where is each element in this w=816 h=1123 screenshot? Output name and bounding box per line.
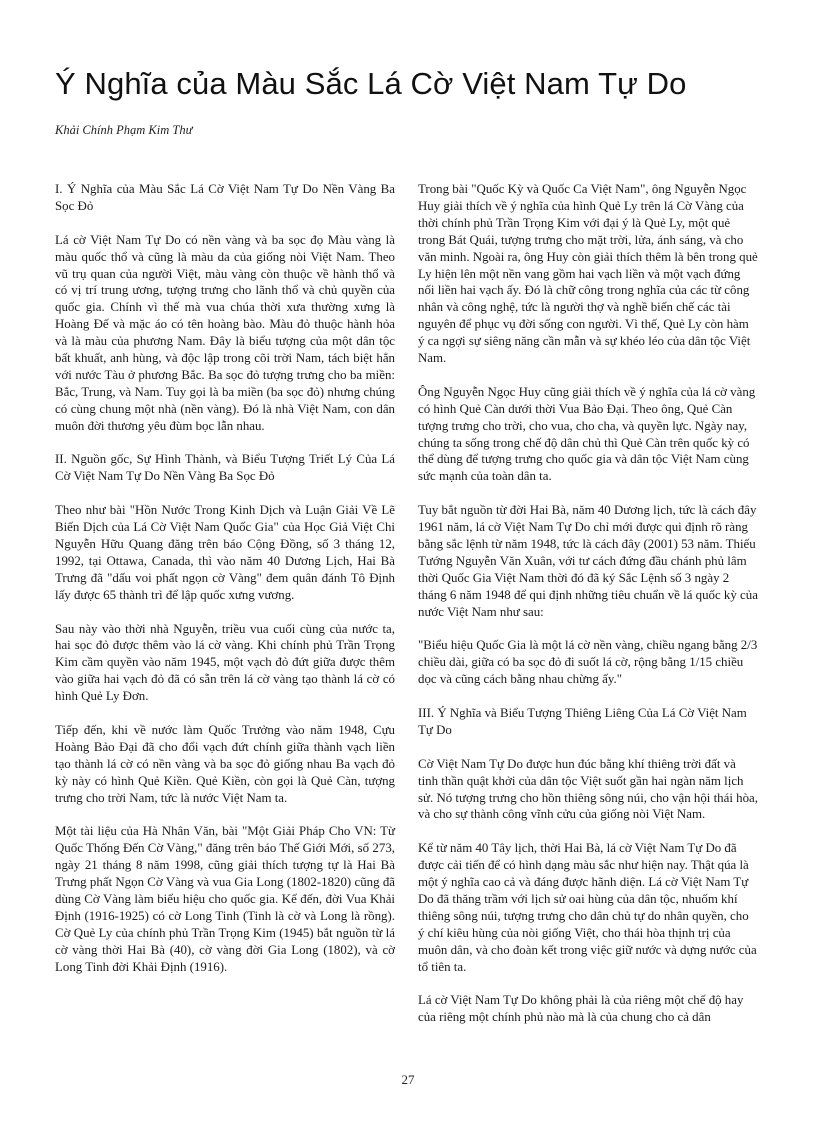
paragraph: Theo như bài "Hồn Nước Trong Kinh Dịch và Luận Giải Về Lẽ Biến Dịch của Lá Cờ Việt Nam Quốc Gia" của Học Giả Việt Chi Nguyễn Hữu Quang đăng trên báo Cộng Đồng, số 3 tháng 12, 1992, tại Ottawa, Canada, thì vào năm 40 Dương Lịch, Hai Bà Trưng đã "dấu voi phất ngọn cờ Vàng" đem quân đánh Tô Định lấy được 65 thành trì để lập quốc xưng vương. — [55, 503, 395, 602]
left-column — [55, 181, 395, 992]
right-column — [418, 181, 758, 1043]
paragraph: Kể từ năm 40 Tây lịch, thời Hai Bà, lá cờ Việt Nam Tự Do đã được cải tiến để có hình dạng màu sắc như hiện nay. Thật qúa là một ý nghĩa cao cả và đáng được hãnh diện. Lá cờ Việt Nam Tự Do đã thăng trầm với lịch sử oai hùng của dân tộc, nhuốm khí thiêng sông núi, tượng trưng cho dân chủ tự do nhân quyền, cho ý chí kiêu hùng của nòi giống Việt, cho thái hòa thịnh trị của muôn dân, và cho đoàn kết trong việc giữ nước và dựng nước của tổ tiên ta. — [418, 841, 757, 974]
paragraph: Trong bài "Quốc Kỳ và Quốc Ca Việt Nam", ông Nguyễn Ngọc Huy giải thích về ý nghĩa của hình Quẻ Ly trên lá Cờ Vàng của thời chính phủ Trần Trọng Kim với đại ý là Quẻ Ly, một quẻ trong Bát Quái, tượng trưng cho mặt trời, lửa, ánh sáng, và cho văn minh. Ngoài ra, ông Huy còn giải thích thêm là bên trong quẻ Ly hiện lên một nền vang gồm hai vạch liền và một vạch đứng nối liền hai vạch ấy. Đó là chữ công trong nghĩa của các từ công nhân và công nghệ, tức là người thợ và nghề biến chế các tài nguyên để phục vụ đời sống con người. Vì thế, Quẻ Ly còn hàm ý ca ngợi sự siêng năng cần mẫn và sự khéo léo của dân tộc Việt Nam. — [418, 182, 758, 366]
section-heading-2: II. Nguồn gốc, Sự Hình Thành, và Biểu Tượng Triết Lý Của Lá Cờ Việt Nam Tự Do Nền Vàng Ba Sọc Đỏ — [55, 452, 395, 484]
section-heading-3: III. Ý Nghĩa và Biểu Tượng Thiêng Liêng Của Lá Cờ Việt Nam Tự Do — [418, 706, 747, 737]
paragraph: Lá cờ Việt Nam Tự Do không phải là của riêng một chế độ hay của riêng một chính phủ nào mà là của chung cho cả dân — [418, 993, 744, 1025]
paragraph: Cờ Việt Nam Tự Do được hun đúc bằng khí thiêng trời đất và tinh thần quật khởi của dân tộc Việt suốt gần hai ngàn năm lịch sử. Nó tượng trưng cho hồn thiêng sông núi, cho vận hội thái hòa, và cho sự thành công vĩnh cửu của giống nòi Việt Nam. — [418, 756, 758, 822]
author-byline: Khải Chính Phạm Kim Thư — [55, 123, 193, 137]
paragraph: Một tài liệu của Hà Nhân Văn, bài "Một Giải Pháp Cho VN: Từ Quốc Thống Đến Cờ Vàng," đăng trên báo Thế Giới Mới, số 273, ngày 21 tháng 8 năm 1998, cũng giải thích tượng tự là Hai Bà Trưng phất Ngọn Cờ Vàng và vua Gia Long (1802-1820) cũng đã dùng Cờ Vàng làm biểu hiệu cho quốc gia. Kế đến, đời Vua Khải Định (1916-1925) có cờ Long Tinh (Tinh là cờ và Long là rồng). Cờ Quẻ Ly của chính phủ Trần Trọng Kim (1945) bắt nguồn từ lá cờ vàng thời Hai Bà (40), cờ vàng đời Gia Long (1802), và cờ Long Tinh đời Khải Định (1916). — [55, 824, 395, 974]
paragraph: Tiếp đến, khi về nước làm Quốc Trưởng vào năm 1948, Cựu Hoàng Bảo Đại đã cho đổi vạch đứt chính giữa thành vạch liền tạo thành lá cờ có nền vàng và ba sọc đỏ giống nhau Ba vạch đỏ kỳ này có hình Quẻ Kiền. Quẻ Kiền, còn gọi là Quẻ Càn, tượng trưng cho trời Nam, tức là nước Việt Nam ta. — [55, 722, 395, 805]
page-title: Ý Nghĩa của Màu Sắc Lá Cờ Việt Nam Tự Do — [55, 66, 687, 101]
page-number: 27 — [401, 1072, 415, 1087]
paragraph: Lá cờ Việt Nam Tự Do có nền vàng và ba sọc đọ Màu vàng là màu quốc thổ và cũng là màu da của giống nòi Việt Nam. Theo vũ trụ quan của người Việt, màu vàng còn thuộc về hành thổ và có vị trí trung ương, tượng trưng cho lãnh thổ và chủ quyền của quốc gia. Chính vì thế mà vua chúa thời xưa thường xưng là Hoàng Đế và mặc áo có tên hoàng bào. Màu đỏ thuộc hành hỏa và là màu của phương Nam. Đây là biểu tượng của một dân tộc bất khuất, anh hùng, và độc lập trong cõi trời Nam, tách biệt hẳn với nước Tàu ở phương Bắc. Ba sọc đỏ tượng trưng cho ba miền: Bắc, Trung, và Nam. Tuy gọi là ba miền (ba sọc đỏ) nhưng chúng có cùng chung một nhà (nền vàng). Đó là nhà Việt Nam, con dân muôn đời thương yêu đùm bọc lẫn nhau. — [55, 232, 395, 433]
section-heading-1: I. Ý Nghĩa của Màu Sắc Lá Cờ Việt Nam Tự Do Nền Vàng Ba Sọc Đỏ — [55, 182, 395, 213]
decree-quote: "Biểu hiệu Quốc Gia là một lá cờ nền vàng, chiều ngang bằng 2/3 chiều dài, giữa có ba sọc đỏ đi suốt lá cờ, rộng bằng 1/15 chiều dọc và cũng cách bằng nhau chừng ấy." — [418, 638, 758, 687]
paragraph: Tuy bắt nguồn từ đời Hai Bà, năm 40 Dương lịch, tức là cách đây 1961 năm, lá cờ Việt Nam Tự Do chỉ mới được qui định rõ ràng bằng sắc lệnh từ năm 1948, tức là cách đây (2001) 53 năm. Thiếu Tướng Nguyễn Văn Xuân, với tư cách đứng đầu chánh phủ lâm thời Quốc Gia Việt Nam thời đó đã ký Sắc Lệnh số 3 ngày 2 tháng 6 năm 1948 để qui định những tiêu chuẩn về lá quốc kỳ của nước Việt Nam như sau: — [418, 503, 758, 619]
paragraph: Ông Nguyễn Ngọc Huy cũng giải thích về ý nghĩa của lá cờ vàng có hình Quẻ Càn dưới thời Vua Bảo Đại. Theo ông, Quẻ Càn tượng trưng cho trời, cho vua, cho cha, và quyền lực. Ngày nay, chúng ta sống trong chế độ dân chủ thì Quẻ Càn trên quốc kỳ có thể dùng để tượng trưng cho quốc gia và dân tộc Việt Nam cùng sức mạnh của toàn dân ta. — [418, 384, 756, 484]
paragraph: Sau này vào thời nhà Nguyễn, triều vua cuối cùng của nước ta, hai sọc đỏ được thêm vào lá cờ vàng. Khi chính phủ Trần Trọng Kim cầm quyền vào năm 1945, một vạch đỏ đứt giữa được thêm vào giữa hai vạch đỏ đã có sẵn trên lá cờ vàng tạo thành lá cờ có hình Quẻ Ly Đơn. — [55, 621, 395, 704]
